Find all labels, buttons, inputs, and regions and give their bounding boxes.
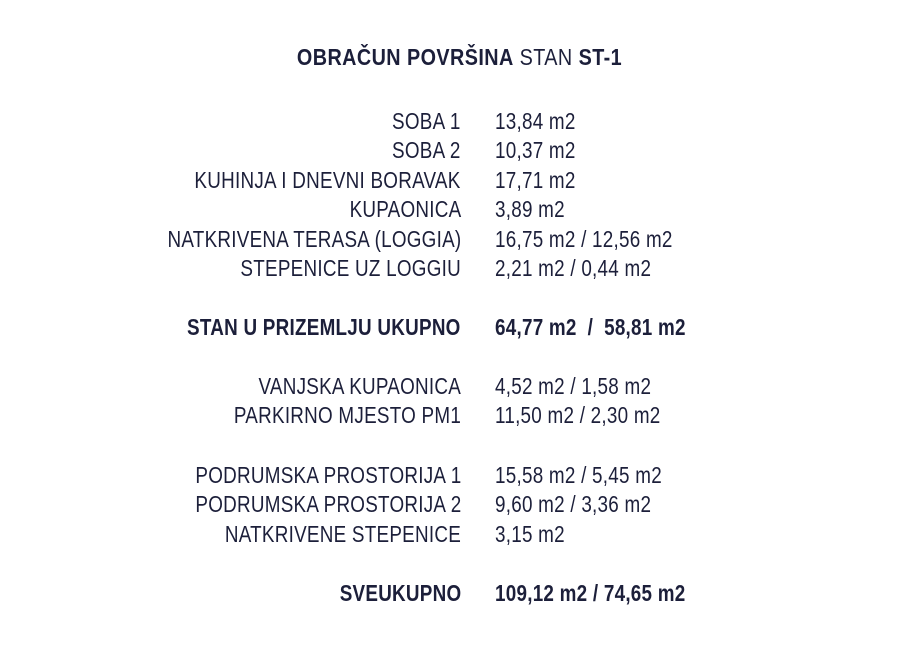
- table-row: [0, 108, 919, 138]
- room-area: 16,75 m2 / 12,56 m2: [495, 226, 673, 252]
- room-label: KUHINJA I DNEVNI BORAVAK: [194, 167, 461, 193]
- table-row: [0, 226, 919, 256]
- page-title: [64, 44, 854, 71]
- room-area: 10,37 m2: [495, 137, 576, 163]
- table-row: [0, 402, 919, 432]
- room-label: VANJSKA KUPAONICA: [258, 373, 461, 399]
- room-label: NATKRIVENE STEPENICE: [224, 521, 461, 547]
- title-unit-id: ST-1: [578, 44, 623, 70]
- table-row: [0, 491, 919, 521]
- total-area: 109,12 m2 / 74,65 m2: [495, 580, 686, 606]
- room-area: 3,89 m2: [495, 196, 565, 222]
- subtotal-area: 64,77 m2 / 58,81 m2: [495, 314, 686, 340]
- subtotal-label: STAN U PRIZEMLJU UKUPNO: [187, 314, 461, 340]
- table-row: [0, 196, 919, 226]
- room-area: 4,52 m2 / 1,58 m2: [495, 373, 652, 399]
- room-area: 9,60 m2 / 3,36 m2: [495, 491, 652, 517]
- title-unit-type: STAN: [519, 44, 573, 70]
- total-label: SVEUKUPNO: [339, 580, 461, 606]
- room-label: SOBA 1: [392, 108, 461, 134]
- room-area: 11,50 m2 / 2,30 m2: [495, 402, 661, 428]
- room-area: 15,58 m2 / 5,45 m2: [495, 462, 662, 488]
- room-label: PODRUMSKA PROSTORIJA 1: [194, 462, 461, 488]
- total-row: [0, 580, 919, 610]
- table-row: [0, 521, 919, 551]
- room-label: KUPAONICA: [349, 196, 461, 222]
- subtotal-row: [0, 314, 919, 344]
- room-label: PODRUMSKA PROSTORIJA 2: [194, 491, 461, 517]
- table-row: [0, 137, 919, 167]
- room-label: PARKIRNO MJESTO PM1: [233, 402, 461, 428]
- table-row: [0, 462, 919, 492]
- table-row: [0, 167, 919, 197]
- room-area: 3,15 m2: [495, 521, 565, 547]
- room-label: STEPENICE UZ LOGGIU: [240, 255, 461, 281]
- room-label: NATKRIVENA TERASA (LOGGIA): [167, 226, 461, 252]
- room-area: 2,21 m2 / 0,44 m2: [495, 255, 652, 281]
- room-area: 13,84 m2: [495, 108, 576, 134]
- title-main: OBRAČUN POVRŠINA: [296, 44, 514, 70]
- table-row: [0, 373, 919, 403]
- table-row: [0, 255, 919, 285]
- room-label: SOBA 2: [392, 137, 461, 163]
- room-area: 17,71 m2: [495, 167, 576, 193]
